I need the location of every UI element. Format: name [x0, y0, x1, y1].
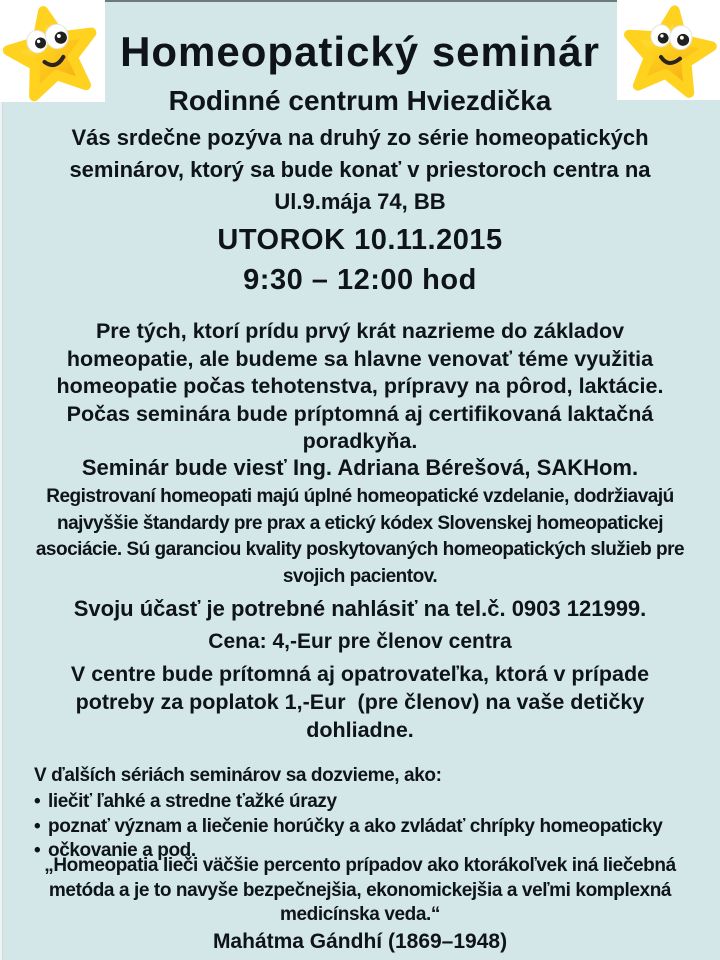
quote-text: „Homeopatia lieči väčšie percento prípadov ako ktorákoľvek iná liečebná metóda a je to navyše bezpečnejšia, ekonomickejšia a veľmi komplexná medicínska veda.“ — [44, 855, 681, 925]
upcoming-topics-list — [34, 790, 704, 864]
price-line: Cena: 4,-Eur pre členov centra — [208, 630, 512, 653]
bullet-icon: • — [34, 840, 41, 861]
bullet-icon: • — [34, 791, 41, 812]
list-item — [34, 790, 704, 815]
quote-author: Mahátma Gándhí (1869–1948) — [212, 930, 508, 953]
registration-line: Svoju účasť je potrebné nahlásiť na tel.č. 0903 121999. — [73, 596, 647, 621]
babysitter-paragraph: V centre bude prítomná aj opatrovateľka, ktorá v prípade potreby za poplatok 1,-Eur (pre členov) na vaše detičky dohliadne. — [70, 662, 656, 742]
upcoming-topics-heading: V ďalších sériách seminárov sa dozvieme, ako: — [34, 765, 442, 786]
bullet-icon: • — [34, 815, 41, 837]
page-title: Homeopatický seminár — [120, 28, 600, 75]
left-border-line — [0, 0, 3, 960]
upcoming-topics-section — [34, 764, 704, 864]
lecturer-line: Seminár bude viesť Ing. Adriana Bérešová, SAKHom. — [81, 455, 639, 480]
star-image-top-right — [617, 0, 720, 100]
event-date: UTOROK 10.11.2015 — [217, 224, 503, 256]
event-time: 9:30 – 12:00 hod — [243, 264, 477, 296]
credentials-paragraph: Registrovaní homeopati majú úplné homeopatické vzdelanie, dodržiavajú najvyššie štandardy pre prax a etický kódex Slovenskej homeopatickej asociácie. Sú garanciou kvality poskytovaných homeopatických služieb pre svojich pacientov. — [35, 486, 689, 587]
topic-paragraph: Pre tých, ktorí prídu prvý krát nazrieme do základov homeopatie, ale budeme sa hlavne venovať téme využitia homeopatie počas tehotenstva, prípravy na pôrod, laktácie. Počas seminára bude príptomná aj certifikovaná laktačná poradkyňa. — [56, 319, 670, 453]
star-icon — [0, 0, 105, 102]
invitation-paragraph: Vás srdečne pozýva na druhý zo série homeopatických seminárov, ktorý sa bude konať v priestoroch centra na Ul.9.mája 74, BB — [69, 125, 657, 214]
list-item-text: poznať význam a liečenie horúčky a ako zvládať chrípky homeopaticky — [48, 815, 663, 837]
star-image-top-left — [0, 0, 105, 102]
list-item — [34, 815, 704, 840]
list-item-text: očkovanie a pod. — [48, 840, 196, 861]
list-item-text: liečiť ľahké a stredne ťažké úrazy — [48, 791, 337, 812]
star-icon — [617, 0, 720, 100]
organizer-name: Rodinné centrum Hviezdička — [168, 85, 552, 116]
top-border-line — [0, 0, 720, 2]
